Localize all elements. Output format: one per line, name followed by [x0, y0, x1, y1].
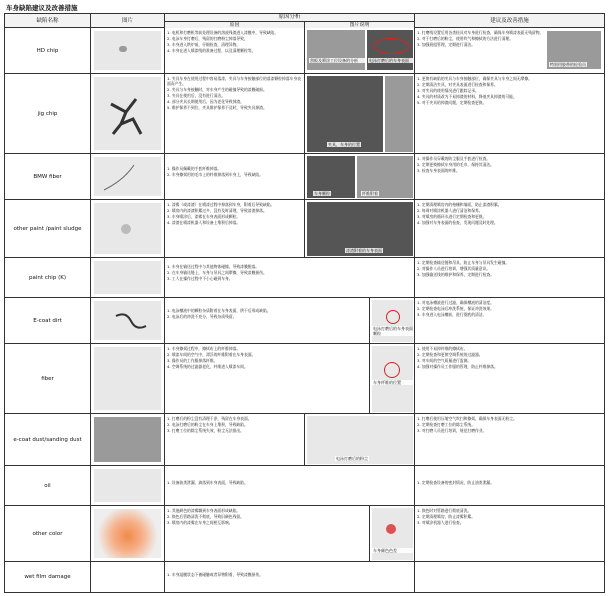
reason-line: 1. 操作员佩戴的手套纤维掉落。: [167, 166, 222, 171]
suggestion-line: 3. 加强班组管理，定期进行清洁。: [417, 42, 475, 47]
header-reason: 原因: [165, 21, 305, 28]
table-row: [5, 298, 604, 344]
suggestion-line: 3. 对夹具的使用情况进行跟踪记录。: [417, 88, 479, 93]
suggestion-line: 3. 对车间的空气质量进行监测。: [417, 358, 472, 363]
suggestion-text: [415, 28, 604, 73]
header-analysis: 原因分析: [165, 14, 415, 21]
defect-photo: [91, 298, 165, 343]
reason-text: [165, 344, 370, 413]
suggestion-text: [415, 466, 604, 505]
reason-line: 1. 电泳槽液中的颗粒杂质附着在车身表面，烘干后形成缺陷。: [167, 308, 271, 313]
suggestion-text: [415, 200, 604, 257]
defect-photo: [91, 258, 165, 297]
reason-line: 3. 夹具在使用后，没有进行清洁。: [167, 93, 225, 98]
suggestion-line: 2. 对于打磨后的粉尘，使用吹气和擦拭的方法进行清理。: [417, 36, 513, 41]
reason-text: [165, 506, 370, 561]
header-photo: 图片: [91, 14, 165, 28]
illustration-caption: 车身颗粒: [314, 191, 330, 196]
reason-line: 1. 漆雾（或漆渣）在喷漆过程中掉落到车身，附着后导致缺陷。: [167, 202, 275, 207]
reason-line: 3. 打磨工位的除尘系统失效，粉尘无法排出。: [167, 428, 244, 433]
illustration-cell: [370, 344, 415, 413]
reason-line: 1. 夹具车身在使用过程中容易落漆，夹具与车身接触部位的落漆颗粒掉落车身表面而产生。: [167, 76, 301, 86]
reason-line: 3. 喷房内的漆雾在车身之间相互影响。: [167, 520, 233, 525]
defect-photo: [91, 562, 165, 592]
suggestion-line: 2. 定期清洁夹具，对夹具表面进行检查和保养。: [417, 82, 498, 87]
page-title: 车身缺陷建议及改善措施: [6, 4, 78, 12]
reason-line: 5. 维护保养不到位，夹具维护保养不及时，导致夹具掉渣。: [167, 105, 267, 110]
reason-line: 2. 车身擦拭用的毛巾上的纤维掉落到车身上，导致缺陷。: [167, 172, 263, 177]
suggestion-line: 2. 定期检查电泳后冲洗系统，保证冲洗效果。: [417, 306, 494, 311]
suggestion-line: 1. 使用不易掉纤维的擦拭布。: [417, 346, 468, 351]
reason-line: 2. 在车身输送链上，车身与吊具之间摩擦，导致漆膜损伤。: [167, 270, 267, 275]
reason-line: 2. 换色后管路清洗不彻底，导致旧颜色残留。: [167, 514, 244, 519]
reason-line: 2. 喷漆车间的空气中，漂浮的纤维附着在车身表面。: [167, 352, 256, 357]
illustration-caption: 漆渣附着的车身表面: [346, 248, 382, 253]
suggestion-text: [415, 562, 604, 592]
illustration-cell: [305, 74, 415, 153]
illustration-caption: 刮板及喷涂工位设备的分析: [309, 58, 365, 63]
reason-line: 4. 车身在进入喷漆线的准备过程，以及清理颗粒等。: [167, 48, 256, 53]
defect-name: wet film damage: [5, 562, 91, 592]
reason-line: 2. 喷房内的漆渣积累过多，没有及时清理，导致漆渣掉落。: [167, 208, 267, 213]
header-suggestion: 建议及改善措施: [415, 14, 604, 28]
suggestion-text: [415, 414, 604, 465]
suggestion-line: 2. 定期清理喷房，防止漆雾积累。: [417, 514, 475, 519]
suggestion-line: 3. 车身进入电泳槽前，进行彻底的清洁。: [417, 312, 487, 317]
suggestion-line: 3. 对喷涂机器人进行检查。: [417, 520, 464, 525]
table-row: [5, 154, 604, 200]
table-row: [5, 562, 604, 592]
illustration-cell: [305, 28, 415, 73]
defect-photo: [91, 74, 165, 153]
table-row: [5, 344, 604, 414]
suggestion-text: [415, 154, 604, 199]
reason-line: 1. 车身湿膜状态下被碰触或者异物附着，导致漆膜损伤。: [167, 572, 263, 577]
suggestion-line: 1. 换色时对管路进行彻底清洗。: [417, 508, 472, 513]
header-name: 缺陷名称: [5, 14, 91, 28]
suggestion-line: 1. 打磨线设置后用各类检具对车身进行检查，确保车身喷漆表面无残留物。: [417, 30, 544, 35]
defect-name: HD chip: [5, 28, 91, 73]
suggestion-text: [415, 344, 604, 413]
defect-table: [4, 13, 605, 593]
table-row: [5, 414, 604, 466]
reason-line: 4. 空调系统的过滤器老化，纤维进入喷漆车间。: [167, 364, 248, 369]
reason-text: [165, 562, 415, 592]
suggestion-line: 2. 定期检查打磨工位的除尘系统。: [417, 422, 475, 427]
suggestion-line: 4. 加强对操作员工作服的管理，防止纤维掉落。: [417, 364, 498, 369]
reason-line: 3. 车身喷涂后，漆雾在车身表面形成颗粒。: [167, 214, 241, 219]
defect-photo: [91, 344, 165, 413]
reason-line: 1. 设备油类泄漏，滴落到车身表面，导致缺陷。: [167, 480, 248, 485]
suggestion-line: 4. 夹具的材质改为不易掉渣的材料，降低夹具掉渣的可能。: [417, 94, 517, 99]
table-row: [5, 506, 604, 562]
reason-line: 4. 部分夹具长期使用后，因为老化导致掉渣。: [167, 99, 244, 104]
reason-line: 2. 电泳后的冲洗不充分，导致杂质残留。: [167, 314, 237, 319]
suggestion-line: 1. 定期检查设备的密封情况，防止油类泄漏。: [417, 480, 494, 485]
reason-line: 2. 电泳车身打磨后，残留的打磨粉尘掉落导致，: [167, 36, 248, 41]
reason-text: [165, 258, 415, 297]
suggestion-line: 5. 对于夹具的掉渣问题，定期检查更换。: [417, 100, 487, 105]
defect-name: other paint /paint sludge: [5, 200, 91, 257]
suggestion-line: 3. 对喷房的循环水进行定期检查和更换。: [417, 214, 487, 219]
defect-photo: [91, 506, 165, 561]
table-row: [5, 74, 604, 154]
reason-line: 1. 车身擦拭过程中，擦拭布上的纤维掉落。: [167, 346, 241, 351]
reason-text: [165, 298, 370, 343]
illustration-cell: [370, 298, 415, 343]
suggestion-text: [415, 258, 604, 297]
table-row: [5, 28, 604, 74]
suggestion-text: [415, 74, 604, 153]
defect-name: e-coat dust/sanding dust: [5, 414, 91, 465]
suggestion-line: 1. 定期检查输送链和吊具，防止车身与吊具发生碰撞。: [417, 260, 510, 265]
suggestion-line: 1. 对电泳槽液进行过滤，确保槽液的清洁度。: [417, 300, 494, 305]
suggestion-line: 3. 对打磨人员进行培训，规范打磨作业。: [417, 428, 487, 433]
reason-line: 4. 漆渣在喷漆机器人和设备上堆积后掉落。: [167, 220, 241, 225]
reason-line: 2. 电泳打磨后的粉尘在车身上堆积，导致缺陷。: [167, 422, 248, 427]
defect-name: BMW fiber: [5, 154, 91, 199]
defect-name: other color: [5, 506, 91, 561]
reason-text: [165, 466, 415, 505]
defect-photo: [91, 154, 165, 199]
suggestion-line: 3. 检查车身表面的纤维。: [417, 168, 460, 173]
reason-text: [165, 154, 305, 199]
defect-name: E-coat dirt: [5, 298, 91, 343]
suggestion-text: [415, 506, 604, 561]
suggestion-line: 2. 定期检查和更换空调系统的过滤器。: [417, 352, 483, 357]
reason-text: [165, 200, 305, 257]
illustration-cell: [305, 154, 415, 199]
defect-photo: [91, 466, 165, 505]
illustration-cell: [370, 506, 415, 561]
defect-name: oil: [5, 466, 91, 505]
suggestion-line: 1. 更换有缺陷的夹具与车身接触部位，确保夹具与车身之间无摩擦。: [417, 76, 532, 81]
defect-photo: [91, 414, 165, 465]
defect-name: jig chip: [5, 74, 91, 153]
reason-text: [165, 74, 305, 153]
defect-photo: [91, 200, 165, 257]
header-illustration: 图片说明: [305, 21, 415, 28]
suggestion-line: 1. 定期清理喷房内的格栅和墙面，防止漆渣积累。: [417, 202, 502, 207]
illustration-caption: 车身颜色色差: [372, 548, 414, 553]
reason-line: 3. 车身进入烘炉前，仔细检查，清理异物。: [167, 42, 241, 47]
reason-text: [165, 414, 305, 465]
suggestion-line: 2. 对操作人员进行培训，增强其质量意识。: [417, 266, 491, 271]
suggestion-line: 2. 定期更换擦拭车身用的毛巾，保持其清洁。: [417, 162, 494, 167]
defect-name: fiber: [5, 344, 91, 413]
illustration-caption: 电泳打磨后的车身表面: [368, 58, 414, 63]
suggestion-line: 2. 每周对喷涂机器人进行清洁和保养。: [417, 208, 483, 213]
reason-line: 1. 打磨后的粉尘没有清理干净，残留在车身表面。: [167, 416, 252, 421]
suggestion-line: 3. 加强输送线的维护和保养，定期进行检查。: [417, 272, 494, 277]
reason-line: 3. 工人在操作过程中不小心碰到车身。: [167, 276, 233, 281]
suggestion-caption: 特别用胶带的检验员: [550, 62, 586, 67]
illustration-caption: 纤维附着: [362, 191, 378, 196]
table-row: [5, 258, 604, 298]
reason-line: 3. 操作员的工作服掉落纤维。: [167, 358, 218, 363]
table-row: [5, 200, 604, 258]
suggestion-text: [415, 298, 604, 343]
defect-photo: [91, 28, 165, 73]
illustration-caption: 夹具，车身的位置: [328, 142, 360, 147]
illustration-caption: 电泳打磨后的车身表面颗粒: [373, 326, 413, 336]
suggestion-line: 1. 对操作员穿戴的防尘服及手套进行检查。: [417, 156, 491, 161]
illustration-caption: 电泳打磨后的粉尘: [336, 456, 368, 461]
reason-line: 1. 电机和打磨机等前处理设备的溶液残渣进入漆膜中，导致缺陷。: [167, 30, 279, 35]
illustration-caption: 车身纤维的位置: [372, 380, 414, 385]
reason-line: 1. 车身在输送过程中与其他物体碰撞，导致漆膜脱落。: [167, 264, 260, 269]
illustration-cell: [305, 414, 415, 465]
reason-line: 2. 夹具与车身接触时，对车身产生的碰撞导致的漆膜破损。: [167, 87, 267, 92]
suggestion-line: 4. 加强对车身表面的检查，发现问题及时处理。: [417, 220, 498, 225]
reason-line: 1. 其他颜色的漆雾飘到车身表面形成缺陷。: [167, 508, 241, 513]
illustration-cell: [305, 200, 415, 257]
reason-text: [165, 28, 305, 73]
suggestion-line: 1. 打磨后使用压缩空气吹扫和擦拭，确保车身表面无粉尘。: [417, 416, 517, 421]
table-row: [5, 466, 604, 506]
defect-name: paint chip (K): [5, 258, 91, 297]
